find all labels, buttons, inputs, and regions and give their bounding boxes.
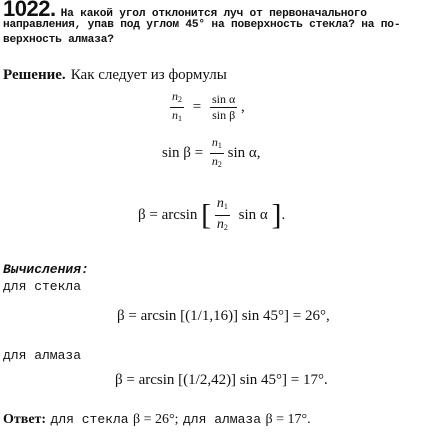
solution-intro-text: Как следует из формулы	[70, 67, 227, 83]
answer-label: Ответ:	[3, 412, 47, 427]
glass-label: для стекла	[3, 279, 82, 294]
glass-formula: β = arcsin [(1/1,16)] sin 45°] = 26°,	[117, 308, 330, 324]
formula-sin-beta	[162, 136, 260, 171]
solution-label: Решение.	[3, 67, 66, 83]
calculations-heading: Вычисления:	[3, 262, 89, 277]
formula-arcsin-rhs: sin α	[238, 206, 268, 223]
fraction-sin: $\frac{\text{sin α}}{\text{sin β}}$	[211, 92, 236, 122]
formula-sin-beta-lhs: sin β =	[162, 144, 204, 161]
diamond-label: для алмаза	[3, 348, 82, 363]
problem-text-line-3: верхность алмаза?	[3, 34, 114, 46]
formula-ratio: $\frac{n_2}{n_1}$ = $\frac{\text{sin α}}{\text{sin β}}$ ,	[172, 89, 245, 123]
formula-arcsin-lhs: β = arcsin	[138, 206, 198, 223]
diamond-formula: β = arcsin [(1/2,42)] sin 45°] = 17°.	[115, 372, 328, 388]
answer-glass-label: для стекла	[50, 412, 129, 427]
formula-arcsin: β = arcsin [ $\frac{n_1}{n_2}$ sin α ].	[138, 196, 285, 235]
problem-number: 1022.	[3, 0, 56, 21]
formula-sin-beta-rhs: sin α,	[227, 144, 261, 161]
fraction-n2-n1: $\frac{n_2}{n_1}$	[172, 89, 182, 123]
answer-glass-value: β = 26°;	[133, 412, 179, 427]
answer-diamond-value: β = 17°.	[265, 412, 311, 427]
answer-diamond-label: для алмаза	[182, 412, 261, 427]
equals-sign: =	[192, 98, 202, 115]
left-bracket: [	[201, 198, 212, 232]
answer-line	[3, 411, 311, 428]
fraction-n1-n2-big: $\frac{n_1}{n_2}$	[215, 196, 230, 235]
fraction-n1-n2: $\frac{n_1}{n_2}$	[211, 135, 222, 169]
solution-intro	[3, 64, 227, 84]
right-bracket: ]	[271, 198, 282, 232]
problem-text-line-1: На какой угол отклонится луч от первоначального	[60, 8, 367, 20]
problem-text-line-2: направления, упав под углом 45° на поверхность стекла? на по-	[3, 19, 401, 31]
